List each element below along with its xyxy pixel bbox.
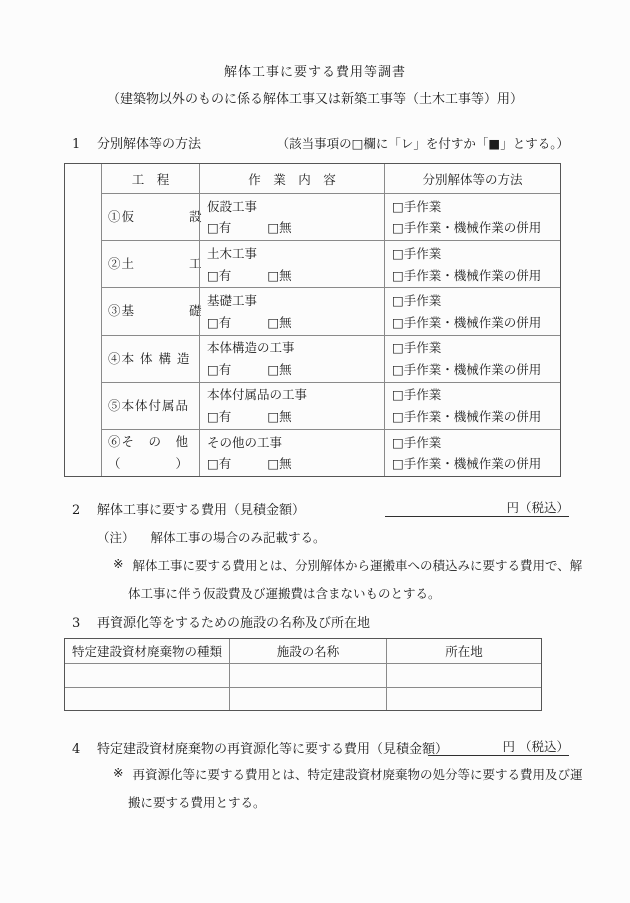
remark-marker: ※ xyxy=(113,556,124,571)
section2-remark-line1 xyxy=(113,556,582,574)
work-column-header: 作 業 内 容 xyxy=(199,164,384,193)
checkbox-has[interactable]: □有 xyxy=(207,361,232,377)
section2-number: 2 xyxy=(72,503,81,518)
facility-name-cell[interactable] xyxy=(229,687,386,711)
currency-unit: 円 （税込） xyxy=(502,739,569,754)
section2-heading: 解体工事に要する費用（見積金額） xyxy=(97,503,306,518)
method-cell-attachments xyxy=(384,382,560,429)
section1-number: 1 xyxy=(72,137,81,152)
section4-heading-row xyxy=(72,738,448,757)
section1-instruction: （該当事項の□欄に「レ」を付すか「■」とする。） xyxy=(276,136,569,151)
section3-heading-row xyxy=(72,612,370,631)
process-column-header: 工 程 xyxy=(101,164,199,193)
work-name: 仮設工事 xyxy=(207,198,258,214)
remark-text: 再資源化等に要する費用とは、特定建設資材廃棄物の処分等に要する費用及び運 xyxy=(132,767,583,782)
method-cell-foundation xyxy=(384,287,560,334)
work-name: 本体付属品の工事 xyxy=(207,387,308,403)
checkbox-manual[interactable]: □手作業 xyxy=(392,198,442,214)
location-cell[interactable] xyxy=(386,663,541,687)
checkbox-has[interactable]: □有 xyxy=(207,314,232,330)
work-name: その他の工事 xyxy=(207,434,283,450)
work-cell-earthwork xyxy=(199,240,384,287)
work-cell-foundation xyxy=(199,287,384,334)
work-cell-main-structure xyxy=(199,335,384,382)
process-label: ④本 体 構 造 xyxy=(108,350,191,366)
process-label: ⑥そ の 他 xyxy=(108,433,190,449)
checkbox-combined[interactable]: □手作業・機械作業の併用 xyxy=(392,456,542,472)
checkbox-combined[interactable]: □手作業・機械作業の併用 xyxy=(392,314,542,330)
work-cell-other xyxy=(199,429,384,476)
section4-remark-line2: 搬に要する費用とする。 xyxy=(128,795,266,810)
process-cell-foundation xyxy=(101,287,203,334)
method-cell-main-structure xyxy=(384,335,560,382)
checkbox-none[interactable]: □無 xyxy=(267,220,292,236)
checkbox-manual[interactable]: □手作業 xyxy=(392,340,442,356)
checkbox-has[interactable]: □有 xyxy=(207,267,232,283)
checkbox-manual[interactable]: □手作業 xyxy=(392,434,442,450)
waste-type-column-header: 特定建設資材廃棄物の種類 xyxy=(71,644,222,659)
checkbox-manual[interactable]: □手作業 xyxy=(392,245,442,261)
remark-marker: ※ xyxy=(113,765,124,780)
recycling-facility-table xyxy=(64,638,542,711)
location-cell[interactable] xyxy=(386,687,541,711)
method-cell-other xyxy=(384,429,560,476)
section1-heading: 分別解体等の方法 xyxy=(97,137,202,152)
checkbox-none[interactable]: □無 xyxy=(267,409,292,425)
process-cell-temporary xyxy=(101,193,203,240)
note-label: （注） xyxy=(97,530,135,545)
section3-heading: 再資源化等をするための施設の名称及び所在地 xyxy=(97,616,371,631)
section4-heading: 特定建設資材廃棄物の再資源化等に要する費用（見積金額） xyxy=(97,742,449,757)
waste-type-cell[interactable] xyxy=(65,687,229,711)
demolition-cost-field[interactable] xyxy=(385,498,569,517)
checkbox-has[interactable]: □有 xyxy=(207,220,232,236)
note-text: 解体工事の場合のみ記載する。 xyxy=(150,530,326,545)
checkbox-has[interactable]: □有 xyxy=(207,456,232,472)
table1-side-cell xyxy=(65,164,101,476)
section2-note xyxy=(97,528,326,546)
process-label-line2: （ ） xyxy=(108,455,190,471)
section2-remark-line2: 体工事に伴う仮設費及び運搬費は含まないものとする。 xyxy=(128,586,441,601)
checkbox-combined[interactable]: □手作業・機械作業の併用 xyxy=(392,220,542,236)
facility-name-column-header: 施設の名称 xyxy=(229,639,386,663)
process-cell-attachments xyxy=(101,382,199,429)
process-label: ①仮 設 xyxy=(108,209,203,225)
section4-number: 4 xyxy=(72,742,81,757)
process-label: ③基 礎 xyxy=(108,303,203,319)
method-cell-temporary xyxy=(384,193,560,240)
remark-text: 解体工事に要する費用とは、分別解体から運搬車への積込みに要する費用で、解 xyxy=(132,558,583,573)
recycling-cost-field[interactable] xyxy=(428,737,569,756)
doc-title: 解体工事に要する費用等調書 xyxy=(223,65,406,80)
section2-heading-row xyxy=(72,499,305,518)
section1-heading-row xyxy=(72,133,569,152)
work-name: 土木工事 xyxy=(207,245,258,261)
checkbox-has[interactable]: □有 xyxy=(207,409,232,425)
waste-type-cell[interactable] xyxy=(65,663,229,687)
method-column-header: 分別解体等の方法 xyxy=(384,164,560,193)
section4-remark-line1 xyxy=(113,765,583,783)
work-name: 本体構造の工事 xyxy=(207,340,295,356)
checkbox-manual[interactable]: □手作業 xyxy=(392,293,442,309)
checkbox-none[interactable]: □無 xyxy=(267,456,292,472)
work-name: 基礎工事 xyxy=(207,293,258,309)
method-cell-earthwork xyxy=(384,240,560,287)
work-cell-temporary xyxy=(199,193,384,240)
section1-title xyxy=(72,133,201,152)
currency-unit: 円（税込） xyxy=(506,500,569,515)
process-cell-other xyxy=(101,429,199,476)
checkbox-combined[interactable]: □手作業・機械作業の併用 xyxy=(392,267,542,283)
process-label: ⑤本体付属品 xyxy=(108,397,190,413)
checkbox-manual[interactable]: □手作業 xyxy=(392,387,442,403)
process-label: ②土 工 xyxy=(108,256,203,272)
checkbox-combined[interactable]: □手作業・機械作業の併用 xyxy=(392,361,542,377)
checkbox-none[interactable]: □無 xyxy=(267,314,292,330)
process-cell-main-structure xyxy=(101,335,199,382)
process-cell-earthwork xyxy=(101,240,203,287)
section3-number: 3 xyxy=(72,616,81,631)
location-column-header: 所在地 xyxy=(386,639,541,663)
checkbox-combined[interactable]: □手作業・機械作業の併用 xyxy=(392,409,542,425)
separation-method-table xyxy=(64,163,561,477)
checkbox-none[interactable]: □無 xyxy=(267,267,292,283)
facility-name-cell[interactable] xyxy=(229,663,386,687)
doc-subtitle: （建築物以外のものに係る解体工事又は新築工事等（土木工事等）用） xyxy=(106,92,523,107)
work-cell-attachments xyxy=(199,382,384,429)
checkbox-none[interactable]: □無 xyxy=(267,361,292,377)
